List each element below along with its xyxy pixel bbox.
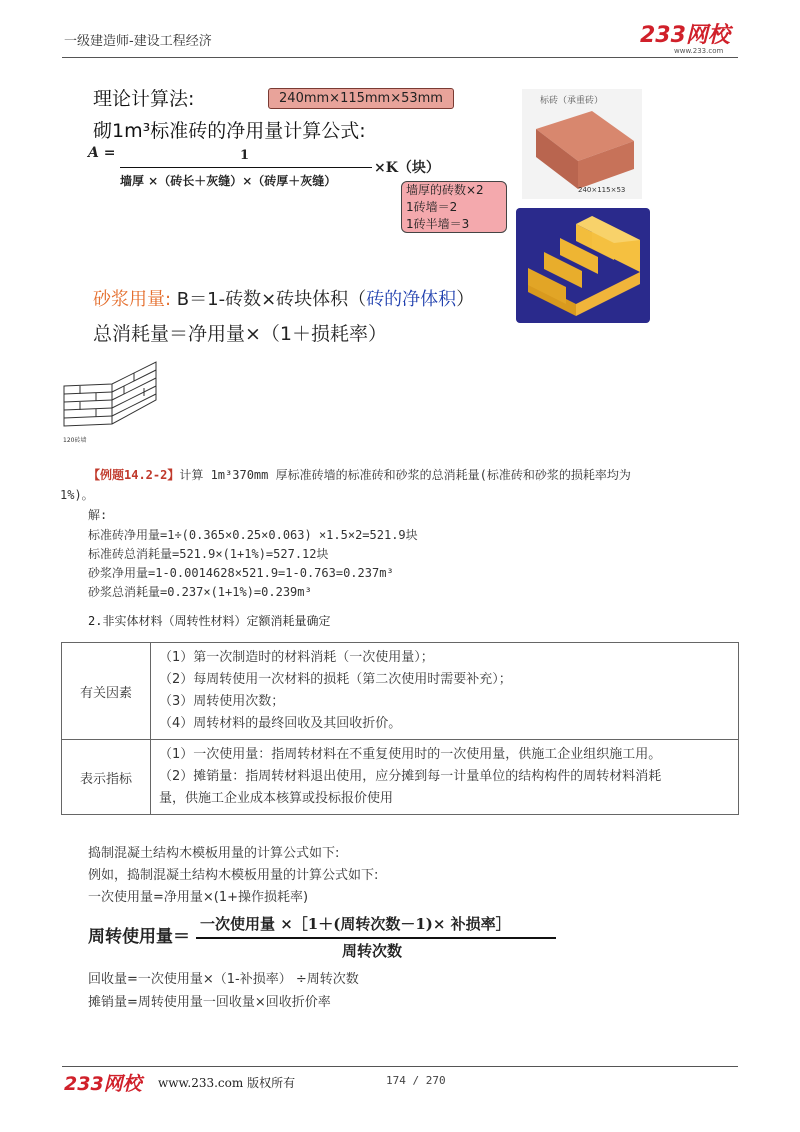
fraction-bar bbox=[196, 937, 556, 939]
table-row bbox=[62, 740, 739, 815]
brick-count-note bbox=[401, 181, 507, 233]
mortar-formula bbox=[93, 285, 474, 311]
theory-label: 理论计算法: bbox=[93, 88, 195, 110]
mortar-close: ） bbox=[456, 289, 475, 310]
table-cell bbox=[151, 740, 739, 815]
table-line: （3）周转使用次数； bbox=[159, 694, 285, 709]
solution-line: 砂浆净用量=1-0.0014628×521.9=1-0.763=0.237m³ bbox=[88, 566, 394, 580]
solution-label: 解: bbox=[88, 508, 108, 522]
svg-text:233网校: 233网校 bbox=[640, 23, 730, 48]
formwork-example: 例如，捣制混凝土结构木模板用量的计算公式如下: bbox=[88, 868, 379, 883]
dimension-box: 240mm×115mm×53mm bbox=[268, 88, 454, 109]
fraction-bar bbox=[120, 167, 372, 168]
footer-logo[interactable] bbox=[62, 1069, 154, 1095]
solution-line: 砂浆总消耗量=0.237×(1+1%)=0.239m³ bbox=[88, 585, 312, 599]
turnover-formula-lhs: 周转使用量＝ bbox=[88, 927, 190, 947]
page-number: 174 / 270 bbox=[386, 1074, 446, 1087]
recovery-formula: 回收量=一次使用量×（1-补损率） ÷周转次数 bbox=[88, 972, 359, 987]
table-line: 量，供施工企业成本核算或投标报价使用 bbox=[159, 791, 394, 806]
note-line: 墙厚的砖数×2 bbox=[406, 183, 484, 197]
solution-line: 标准砖净用量=1÷(0.365×0.25×0.063) ×1.5×2=521.9块 bbox=[88, 528, 418, 542]
turnover-material-table bbox=[61, 642, 739, 815]
table-row bbox=[62, 643, 739, 740]
section-heading: 2.非实体材料（周转性材料）定额消耗量确定 bbox=[88, 614, 331, 628]
table-line: （2）摊销量：指周转材料退出使用，应分摊到每一计量单位的结构构件的周转材料消耗 bbox=[159, 769, 662, 784]
table-line: （1）第一次制造时的材料消耗（一次使用量）； bbox=[159, 650, 434, 665]
single-use-formula: 一次使用量=净用量×(1+操作损耗率) bbox=[88, 890, 309, 905]
table-row-header: 表示指标 bbox=[62, 740, 151, 815]
formula-multiplier: ×K（块） bbox=[374, 160, 440, 176]
brick-wall-sketch bbox=[60, 354, 160, 446]
brick-wall-photo bbox=[516, 208, 650, 323]
note-line: 1砖墙＝2 bbox=[406, 200, 458, 214]
net-volume-highlight: 砖的净体积 bbox=[366, 289, 457, 310]
example-question-cont: 1%)。 bbox=[60, 488, 94, 502]
example-question bbox=[88, 466, 631, 483]
table-cell bbox=[151, 643, 739, 740]
svg-text:www.233.com: www.233.com bbox=[674, 47, 724, 55]
table-line: （2）每周转使用一次材料的损耗（第二次使用时需要补充）； bbox=[159, 672, 512, 687]
example-question-text: 计算 1m³370mm 厚标准砖墙的标准砖和砂浆的总消耗量(标准砖和砂浆的损耗率均为 bbox=[179, 468, 631, 482]
brand-logo[interactable] bbox=[636, 20, 746, 56]
mortar-text: B＝1-砖数×砖块体积（ bbox=[171, 289, 367, 310]
formula-lhs: A = bbox=[88, 145, 116, 161]
formula-denominator: 墙厚 ×（砖长＋灰缝）×（砖厚＋灰缝） bbox=[120, 174, 337, 188]
wall-caption: 120砖墙 bbox=[63, 437, 87, 444]
formwork-intro: 捣制混凝土结构木模板用量的计算公式如下: bbox=[88, 846, 340, 861]
table-row-header: 有关因素 bbox=[62, 643, 151, 740]
example-tag: 【例题14.2-2】 bbox=[88, 468, 180, 482]
note-line: 1砖半墙＝3 bbox=[406, 217, 470, 231]
turnover-formula-numerator: 一次使用量 ×［1＋(周转次数－1)× 补损率］ bbox=[200, 915, 511, 933]
mortar-label: 砂浆用量: bbox=[93, 289, 172, 310]
total-consumption-formula: 总消耗量＝净用量×（1＋损耗率） bbox=[93, 323, 388, 345]
header-title: 一级建造师-建设工程经济 bbox=[64, 34, 212, 49]
svg-text:233网校: 233网校 bbox=[64, 1073, 142, 1095]
header-divider bbox=[62, 57, 738, 58]
brick-photo-dims: 240×115×53 bbox=[578, 186, 626, 194]
amortization-formula: 摊销量=周转使用量一回收量×回收折价率 bbox=[88, 995, 331, 1010]
turnover-formula-denominator: 周转次数 bbox=[342, 942, 403, 960]
footer-copyright: www.233.com 版权所有 bbox=[158, 1076, 296, 1090]
table-line: （4）周转材料的最终回收及其回收折价。 bbox=[159, 716, 402, 731]
table-line: （1）一次使用量：指周转材料在不重复使用时的一次使用量，供施工企业组织施工用。 bbox=[159, 747, 662, 762]
solution-line: 标准砖总消耗量=521.9×(1+1%)=527.12块 bbox=[88, 547, 329, 561]
footer-divider bbox=[62, 1066, 738, 1067]
brick-photo-label: 标砖（承重砖） bbox=[540, 96, 604, 106]
formula-numerator: 1 bbox=[240, 148, 250, 163]
formula-title: 砌1m³标准砖的净用量计算公式: bbox=[93, 120, 366, 142]
